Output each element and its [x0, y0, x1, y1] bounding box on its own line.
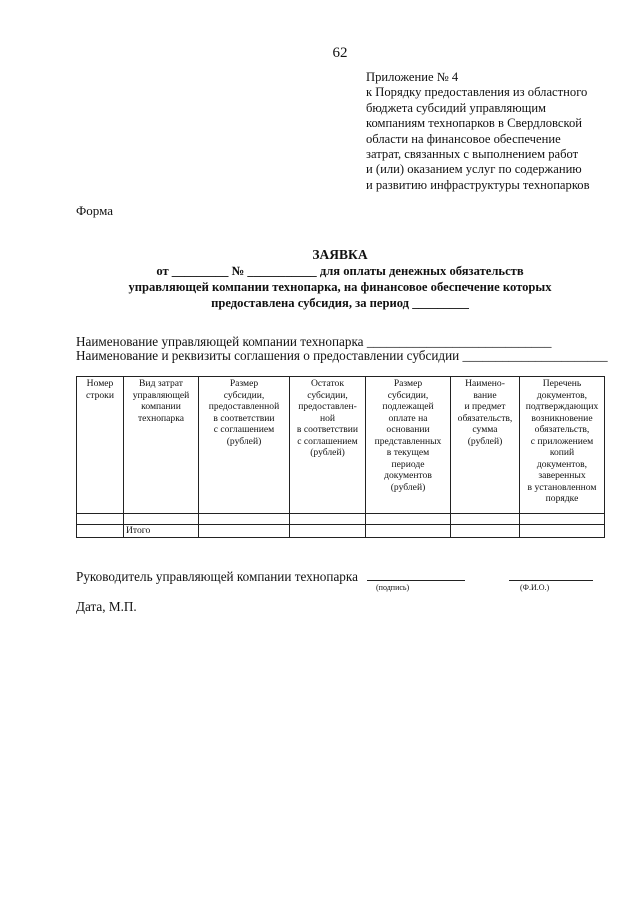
- table-cell: [124, 514, 199, 525]
- table-cell: [520, 525, 605, 538]
- column-header: [290, 377, 366, 514]
- column-header-line: обязательств,: [534, 424, 590, 435]
- column-header-line: документов,: [536, 458, 588, 470]
- column-header-line: в текущем: [386, 447, 430, 458]
- table-cell: [290, 514, 366, 525]
- column-header-line: Наимено-: [465, 378, 505, 389]
- appendix-line: бюджета субсидий управляющим: [366, 100, 547, 115]
- table-total-row: [77, 525, 605, 538]
- column-header-line: в соответствии: [213, 412, 275, 424]
- document-title: [0, 247, 640, 311]
- appendix-line: к Порядку предоставления из областного: [366, 85, 588, 100]
- appendix-line: затрат, связанных с выполнением работ: [366, 147, 579, 162]
- column-header-line: субсидии,: [387, 389, 429, 401]
- title-line: от _________ № ___________ для оплаты денежных обязательств: [156, 264, 524, 278]
- application-table: [76, 376, 605, 538]
- signature-caption: (подпись): [376, 583, 410, 592]
- signature-label: Руководитель управляющей компании технопарка: [76, 569, 358, 584]
- total-label: Итого: [124, 525, 199, 538]
- column-header-line: субсидии,: [223, 389, 265, 401]
- column-header-line: копий: [549, 447, 575, 458]
- column-header: [451, 377, 520, 514]
- column-header-line: ной: [319, 412, 336, 424]
- column-header-line: заверенных: [538, 470, 586, 481]
- signature-line: [367, 580, 465, 581]
- column-header-line: и предмет: [464, 401, 506, 412]
- table-header-row: [77, 377, 605, 514]
- column-header-line: периоде: [391, 458, 425, 470]
- table-cell: [366, 514, 451, 525]
- table-cell: [199, 514, 290, 525]
- title-line: предоставлена субсидия, за период _________: [211, 296, 469, 310]
- column-header-line: Вид затрат: [139, 378, 183, 389]
- column-header-line: возникновение: [531, 412, 593, 424]
- column-header-line: представленных: [374, 435, 442, 447]
- column-header-line: вание: [473, 389, 497, 401]
- column-header-line: с приложением: [530, 435, 594, 447]
- column-header: [520, 377, 605, 514]
- column-header-line: с соглашением: [213, 424, 275, 435]
- table-cell: [290, 525, 366, 538]
- column-header: [124, 377, 199, 514]
- appendix-line: и развитию инфраструктуры технопарков: [366, 177, 590, 192]
- column-header-line: подлежащей: [382, 401, 434, 412]
- table-cell: [366, 525, 451, 538]
- form-label: Форма: [76, 203, 113, 218]
- column-header-line: документов: [384, 470, 432, 481]
- column-header-line: порядке: [545, 493, 579, 504]
- table-cell: [77, 525, 124, 538]
- column-header-line: управляющей: [132, 389, 190, 401]
- column-header-line: сумма: [472, 424, 498, 435]
- column-header-line: (рублей): [310, 447, 345, 458]
- page-number: 62: [332, 45, 348, 61]
- column-header: [77, 377, 124, 514]
- column-header: [199, 377, 290, 514]
- title-heading: ЗАЯВКА: [312, 247, 368, 262]
- column-header-line: подтверждающих: [525, 401, 599, 412]
- column-header-line: основании: [386, 424, 430, 435]
- column-header-line: строки: [86, 389, 114, 401]
- appendix-line: области на финансовое обеспечение: [366, 131, 561, 146]
- appendix-line: и (или) оказанием услуг по содержанию: [366, 162, 582, 177]
- title-line: управляющей компании технопарка, на финансовое обеспечение которых: [128, 280, 552, 294]
- column-header-line: (рублей): [226, 435, 262, 447]
- date-label: Дата, М.П.: [76, 599, 137, 614]
- column-header-line: оплате на: [388, 412, 428, 424]
- table-cell: [77, 514, 124, 525]
- column-header-line: субсидии,: [307, 389, 348, 401]
- column-header-line: технопарка: [137, 412, 184, 424]
- column-header-line: в соответствии: [296, 424, 359, 435]
- column-header-line: в установленном: [527, 481, 597, 493]
- name-line: [509, 580, 593, 581]
- column-header: [366, 377, 451, 514]
- column-header-line: Перечень: [542, 378, 582, 389]
- appendix-line: Приложение № 4: [366, 70, 459, 84]
- appendix-line: компаниям технопарков в Свердловской: [366, 116, 583, 131]
- column-header-line: с соглашением: [297, 435, 358, 447]
- company-name-field: Наименование управляющей компании технопарка ____________________________: [76, 334, 552, 349]
- column-header-line: Размер: [229, 378, 259, 389]
- column-header-line: Номер: [86, 378, 114, 389]
- column-header-line: предоставленной: [208, 401, 280, 412]
- column-header-line: компании: [141, 401, 181, 412]
- table-cell: [451, 525, 520, 538]
- name-caption: (Ф.И.О.): [520, 583, 550, 592]
- table-cell: [520, 514, 605, 525]
- table-cell: [199, 525, 290, 538]
- agreement-field: Наименование и реквизиты соглашения о предоставлении субсидии ______________________: [76, 348, 608, 363]
- column-header-line: Остаток: [310, 378, 345, 389]
- column-header-line: (рублей): [390, 481, 426, 493]
- column-header-line: документов,: [536, 389, 588, 401]
- column-header-line: Размер: [393, 378, 423, 389]
- column-header-line: предоставлен-: [298, 401, 357, 412]
- appendix-note: [366, 70, 636, 193]
- table-row: [77, 514, 605, 525]
- column-header-line: обязательств,: [457, 412, 513, 424]
- column-header-line: (рублей): [467, 435, 503, 447]
- table-cell: [451, 514, 520, 525]
